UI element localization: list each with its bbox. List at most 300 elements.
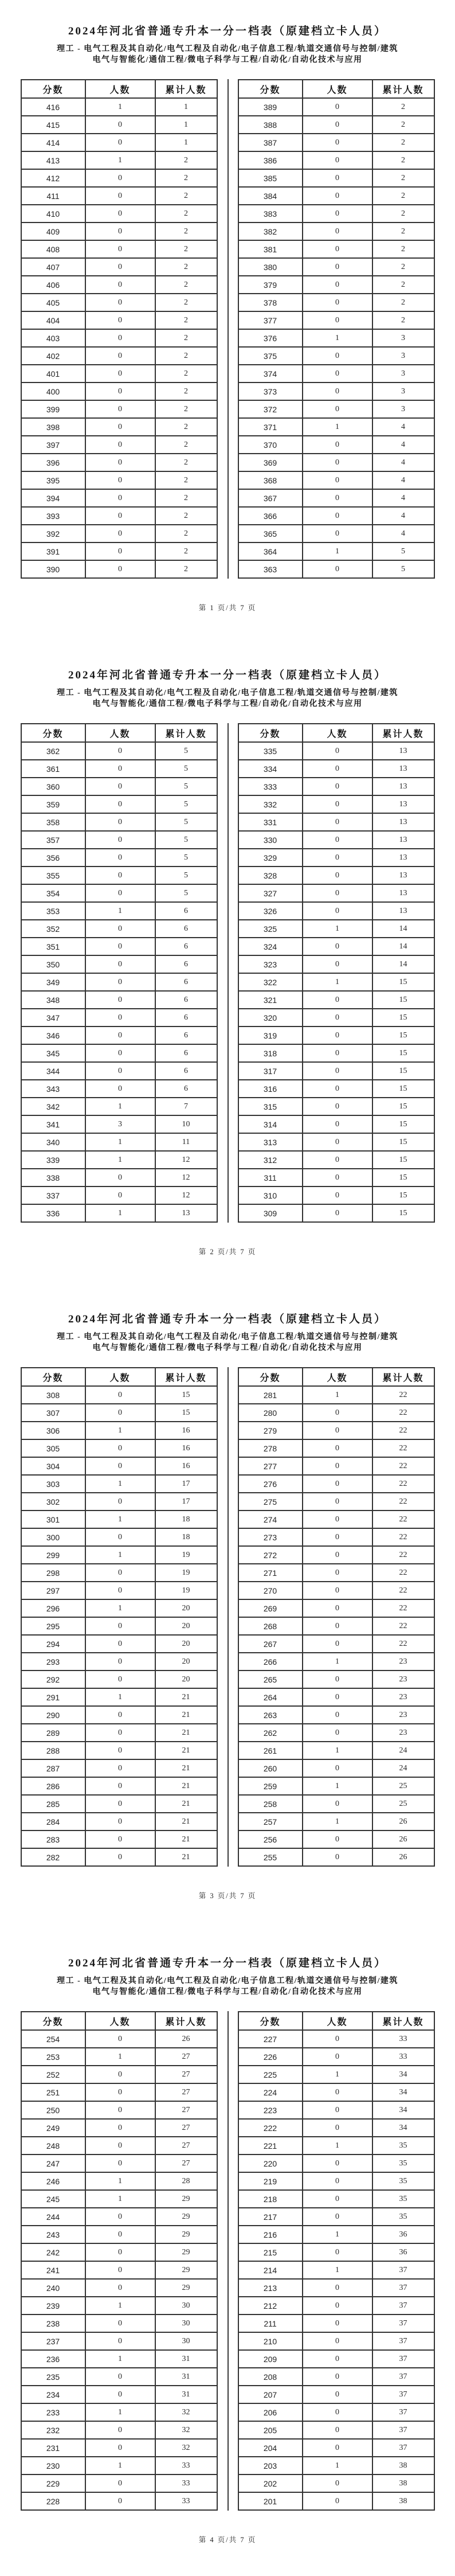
table-row <box>21 2386 217 2403</box>
count-cell: 0 <box>85 1457 155 1475</box>
score-cell: 359 <box>21 795 85 813</box>
score-cell: 288 <box>21 1742 85 1759</box>
score-cell: 389 <box>238 98 303 116</box>
table-row <box>238 560 434 578</box>
score-cell: 204 <box>238 2439 303 2457</box>
table-row <box>238 1009 434 1027</box>
score-cell: 254 <box>21 2030 85 2048</box>
cumulative-cell: 27 <box>155 2137 217 2155</box>
count-cell: 0 <box>85 560 155 578</box>
table-row <box>21 2083 217 2101</box>
count-cell: 0 <box>303 134 372 151</box>
cumulative-cell: 1 <box>155 98 217 116</box>
count-cell: 1 <box>85 2172 155 2190</box>
score-cell: 352 <box>21 920 85 938</box>
cumulative-cell: 5 <box>155 813 217 831</box>
table-row <box>238 2190 434 2208</box>
count-cell: 0 <box>303 2119 372 2137</box>
page-1 <box>0 0 455 644</box>
count-cell: 0 <box>85 1009 155 1027</box>
cumulative-cell: 21 <box>155 1795 217 1813</box>
score-cell: 235 <box>21 2368 85 2386</box>
cumulative-cell: 29 <box>155 2190 217 2208</box>
cumulative-cell: 32 <box>155 2403 217 2421</box>
score-cell: 324 <box>238 938 303 955</box>
table-row <box>21 1511 217 1528</box>
cumulative-cell: 5 <box>155 742 217 760</box>
score-cell: 348 <box>21 991 85 1009</box>
score-cell: 333 <box>238 778 303 795</box>
column-header-score: 分数 <box>21 724 85 742</box>
table-row <box>238 1062 434 1080</box>
cumulative-cell: 27 <box>155 2083 217 2101</box>
cumulative-cell: 2 <box>155 400 217 418</box>
count-cell: 0 <box>303 1759 372 1777</box>
score-cell: 335 <box>238 742 303 760</box>
count-cell: 0 <box>303 1115 372 1133</box>
count-cell: 0 <box>85 1653 155 1671</box>
count-cell: 1 <box>85 1511 155 1528</box>
count-cell: 0 <box>303 1169 372 1186</box>
count-cell: 0 <box>303 2350 372 2368</box>
table-row <box>21 1546 217 1564</box>
count-cell: 0 <box>85 2474 155 2492</box>
cumulative-cell: 6 <box>155 902 217 920</box>
count-cell: 0 <box>85 2066 155 2083</box>
table-row <box>238 1635 434 1653</box>
cumulative-cell: 13 <box>372 742 434 760</box>
cumulative-cell: 27 <box>155 2119 217 2137</box>
score-cell: 365 <box>238 525 303 542</box>
table-row <box>238 867 434 884</box>
table-row <box>238 884 434 902</box>
score-cell: 225 <box>238 2066 303 2083</box>
cumulative-cell: 30 <box>155 2315 217 2332</box>
score-table-left <box>21 723 218 1223</box>
table-row <box>21 1404 217 1422</box>
score-cell: 366 <box>238 507 303 525</box>
count-cell: 0 <box>303 2101 372 2119</box>
cumulative-cell: 1 <box>155 134 217 151</box>
cumulative-cell: 1 <box>155 116 217 134</box>
score-cell: 285 <box>21 1795 85 1813</box>
cumulative-cell: 31 <box>155 2386 217 2403</box>
count-cell: 0 <box>85 489 155 507</box>
table-row <box>238 920 434 938</box>
table-row <box>21 2243 217 2261</box>
score-cell: 344 <box>21 1062 85 1080</box>
table-row <box>21 831 217 849</box>
count-cell: 0 <box>85 849 155 867</box>
table-row <box>238 329 434 347</box>
count-cell: 0 <box>303 813 372 831</box>
cumulative-cell: 2 <box>155 347 217 365</box>
table-row <box>21 258 217 276</box>
count-cell: 0 <box>85 2101 155 2119</box>
count-cell: 0 <box>303 1439 372 1457</box>
score-cell: 222 <box>238 2119 303 2137</box>
header-row <box>238 724 434 742</box>
score-cell: 384 <box>238 187 303 205</box>
table-row <box>21 778 217 795</box>
score-cell: 263 <box>238 1706 303 1724</box>
score-cell: 326 <box>238 902 303 920</box>
column-header-score: 分数 <box>238 2012 303 2030</box>
count-cell: 1 <box>85 151 155 169</box>
score-cell: 224 <box>238 2083 303 2101</box>
score-cell: 328 <box>238 867 303 884</box>
score-cell: 367 <box>238 489 303 507</box>
page-subtitle-line2: 电气与智能化/通信工程/微电子科学与工程/自动化/自动化技术与应用 <box>92 1344 363 1352</box>
cumulative-cell: 17 <box>155 1493 217 1511</box>
count-cell: 0 <box>85 542 155 560</box>
header-row <box>238 2012 434 2030</box>
score-cell: 317 <box>238 1062 303 1080</box>
score-cell: 362 <box>21 742 85 760</box>
count-cell: 0 <box>303 276 372 294</box>
table-row <box>21 867 217 884</box>
count-cell: 0 <box>303 1706 372 1724</box>
count-cell: 0 <box>303 205 372 223</box>
table-divider <box>227 2011 229 2511</box>
count-cell: 0 <box>85 1706 155 1724</box>
table-row <box>238 1169 434 1186</box>
count-cell: 0 <box>303 938 372 955</box>
score-cell: 353 <box>21 902 85 920</box>
column-header-cumulative: 累计人数 <box>155 80 217 98</box>
count-cell: 0 <box>85 1724 155 1742</box>
count-cell: 0 <box>85 507 155 525</box>
score-cell: 379 <box>238 276 303 294</box>
score-cell: 261 <box>238 1742 303 1759</box>
count-cell: 0 <box>85 955 155 973</box>
page-subtitle-line2: 电气与智能化/通信工程/微电子科学与工程/自动化/自动化技术与应用 <box>92 1988 363 1996</box>
table-row <box>21 1671 217 1688</box>
score-cell: 343 <box>21 1080 85 1098</box>
score-cell: 214 <box>238 2261 303 2279</box>
count-cell: 0 <box>303 116 372 134</box>
count-cell: 0 <box>303 294 372 311</box>
score-cell: 258 <box>238 1795 303 1813</box>
count-cell: 0 <box>303 1528 372 1546</box>
header-row <box>238 80 434 98</box>
table-row <box>238 955 434 973</box>
table-row <box>21 902 217 920</box>
score-cell: 208 <box>238 2368 303 2386</box>
table-row <box>21 1635 217 1653</box>
count-cell: 1 <box>303 2137 372 2155</box>
column-header-cumulative: 累计人数 <box>372 724 434 742</box>
count-cell: 0 <box>85 2315 155 2332</box>
table-row <box>238 294 434 311</box>
score-cell: 251 <box>21 2083 85 2101</box>
cumulative-cell: 2 <box>155 418 217 436</box>
table-row <box>21 1724 217 1742</box>
cumulative-cell: 20 <box>155 1635 217 1653</box>
table-row <box>238 2137 434 2155</box>
table-row <box>238 2350 434 2368</box>
table-row <box>238 1528 434 1546</box>
score-table-right <box>238 79 435 579</box>
cumulative-cell: 2 <box>155 507 217 525</box>
table-row <box>238 2368 434 2386</box>
score-cell: 223 <box>238 2101 303 2119</box>
cumulative-cell: 6 <box>155 955 217 973</box>
count-cell: 0 <box>85 2208 155 2226</box>
cumulative-cell: 3 <box>372 365 434 383</box>
table-row <box>238 2243 434 2261</box>
score-cell: 399 <box>21 400 85 418</box>
cumulative-cell: 19 <box>155 1546 217 1564</box>
score-cell: 313 <box>238 1133 303 1151</box>
cumulative-cell: 22 <box>372 1475 434 1493</box>
count-cell: 0 <box>303 795 372 813</box>
score-cell: 413 <box>21 151 85 169</box>
cumulative-cell: 23 <box>372 1688 434 1706</box>
score-cell: 402 <box>21 347 85 365</box>
cumulative-cell: 2 <box>372 258 434 276</box>
cumulative-cell: 20 <box>155 1671 217 1688</box>
table-row <box>238 1706 434 1724</box>
cumulative-cell: 26 <box>372 1813 434 1830</box>
count-cell: 0 <box>303 1582 372 1599</box>
count-cell: 0 <box>303 400 372 418</box>
count-cell: 0 <box>303 2208 372 2226</box>
score-cell: 356 <box>21 849 85 867</box>
table-row <box>238 1204 434 1222</box>
count-cell: 0 <box>85 1080 155 1098</box>
cumulative-cell: 33 <box>155 2492 217 2510</box>
cumulative-cell: 33 <box>155 2474 217 2492</box>
table-row <box>21 1422 217 1439</box>
score-cell: 287 <box>21 1759 85 1777</box>
table-row <box>238 311 434 329</box>
cumulative-cell: 20 <box>155 1599 217 1617</box>
count-cell: 1 <box>303 2066 372 2083</box>
score-table-right <box>238 2011 435 2511</box>
table-row <box>238 98 434 116</box>
cumulative-cell: 24 <box>372 1759 434 1777</box>
count-cell: 0 <box>85 920 155 938</box>
column-header-count: 人数 <box>303 724 372 742</box>
table-row <box>238 742 434 760</box>
score-cell: 378 <box>238 294 303 311</box>
score-cell: 306 <box>21 1422 85 1439</box>
table-row <box>238 2030 434 2048</box>
score-cell: 221 <box>238 2137 303 2155</box>
score-cell: 202 <box>238 2474 303 2492</box>
score-cell: 252 <box>21 2066 85 2083</box>
cumulative-cell: 15 <box>372 991 434 1009</box>
table-row <box>21 276 217 294</box>
cumulative-cell: 6 <box>155 938 217 955</box>
table-row <box>238 151 434 169</box>
score-cell: 310 <box>238 1186 303 1204</box>
table-row <box>238 849 434 867</box>
table-row <box>238 760 434 778</box>
cumulative-cell: 29 <box>155 2208 217 2226</box>
score-cell: 256 <box>238 1830 303 1848</box>
score-cell: 361 <box>21 760 85 778</box>
score-cell: 268 <box>238 1617 303 1635</box>
table-row <box>21 1439 217 1457</box>
cumulative-cell: 2 <box>372 169 434 187</box>
cumulative-cell: 35 <box>372 2208 434 2226</box>
cumulative-cell: 33 <box>372 2030 434 2048</box>
count-cell: 0 <box>85 2439 155 2457</box>
count-cell: 0 <box>303 1080 372 1098</box>
table-row <box>21 1098 217 1115</box>
cumulative-cell: 13 <box>372 813 434 831</box>
count-cell: 0 <box>85 884 155 902</box>
score-cell: 388 <box>238 116 303 134</box>
cumulative-cell: 2 <box>372 116 434 134</box>
cumulative-cell: 2 <box>155 436 217 454</box>
table-row <box>21 1848 217 1866</box>
column-header-count: 人数 <box>85 80 155 98</box>
count-cell: 1 <box>303 2457 372 2474</box>
count-cell: 0 <box>303 258 372 276</box>
count-cell: 1 <box>85 1688 155 1706</box>
cumulative-cell: 2 <box>372 205 434 223</box>
table-row <box>21 187 217 205</box>
count-cell: 1 <box>303 920 372 938</box>
score-cell: 383 <box>238 205 303 223</box>
cumulative-cell: 2 <box>372 223 434 240</box>
count-cell: 0 <box>85 2421 155 2439</box>
score-cell: 376 <box>238 329 303 347</box>
table-row <box>21 2208 217 2226</box>
cumulative-cell: 2 <box>155 542 217 560</box>
score-cell: 332 <box>238 795 303 813</box>
score-cell: 267 <box>238 1635 303 1653</box>
count-cell: 0 <box>85 2243 155 2261</box>
page-subtitle-line1: 理工 - 电气工程及其自动化/电气工程及自动化/电子信息工程/轨道交通信号与控制/建筑 <box>57 1977 398 1985</box>
score-cell: 390 <box>21 560 85 578</box>
score-cell: 232 <box>21 2421 85 2439</box>
count-cell: 0 <box>303 347 372 365</box>
score-cell: 201 <box>238 2492 303 2510</box>
table-row <box>238 1830 434 1848</box>
cumulative-cell: 2 <box>155 365 217 383</box>
score-cell: 220 <box>238 2155 303 2172</box>
table-row <box>21 2474 217 2492</box>
table-row <box>21 1777 217 1795</box>
count-cell: 1 <box>85 1133 155 1151</box>
score-cell: 312 <box>238 1151 303 1169</box>
score-cell: 237 <box>21 2332 85 2350</box>
page-subtitle-line2: 电气与智能化/通信工程/微电子科学与工程/自动化/自动化技术与应用 <box>92 700 363 708</box>
table-row <box>238 223 434 240</box>
table-row <box>21 383 217 400</box>
cumulative-cell: 22 <box>372 1546 434 1564</box>
count-cell: 0 <box>85 1404 155 1422</box>
cumulative-cell: 13 <box>372 795 434 813</box>
score-cell: 218 <box>238 2190 303 2208</box>
table-row <box>238 205 434 223</box>
count-cell: 1 <box>303 1742 372 1759</box>
count-cell: 1 <box>303 1653 372 1671</box>
score-cell: 395 <box>21 471 85 489</box>
cumulative-cell: 16 <box>155 1422 217 1439</box>
cumulative-cell: 2 <box>372 134 434 151</box>
table-row <box>238 1511 434 1528</box>
table-row <box>238 2048 434 2066</box>
score-cell: 203 <box>238 2457 303 2474</box>
tables-container <box>0 723 455 1223</box>
count-cell: 0 <box>85 991 155 1009</box>
cumulative-cell: 34 <box>372 2119 434 2137</box>
score-cell: 414 <box>21 134 85 151</box>
score-table-left <box>21 2011 218 2511</box>
tables-container <box>0 1367 455 1867</box>
count-cell: 0 <box>303 1493 372 1511</box>
page-3 <box>0 1288 455 1932</box>
table-row <box>21 1706 217 1724</box>
count-cell: 0 <box>303 1830 372 1848</box>
table-row <box>238 1439 434 1457</box>
cumulative-cell: 3 <box>372 347 434 365</box>
score-cell: 360 <box>21 778 85 795</box>
count-cell: 0 <box>303 778 372 795</box>
score-cell: 276 <box>238 1475 303 1493</box>
table-row <box>238 1027 434 1044</box>
cumulative-cell: 15 <box>372 1133 434 1151</box>
score-cell: 279 <box>238 1422 303 1439</box>
table-row <box>238 1044 434 1062</box>
count-cell: 0 <box>303 1671 372 1688</box>
score-cell: 411 <box>21 187 85 205</box>
score-cell: 337 <box>21 1186 85 1204</box>
score-cell: 342 <box>21 1098 85 1115</box>
table-row <box>238 400 434 418</box>
count-cell: 0 <box>303 1724 372 1742</box>
count-cell: 0 <box>85 831 155 849</box>
table-row <box>21 1457 217 1475</box>
table-row <box>21 507 217 525</box>
cumulative-cell: 2 <box>155 294 217 311</box>
count-cell: 0 <box>303 867 372 884</box>
count-cell: 0 <box>85 867 155 884</box>
table-row <box>238 938 434 955</box>
count-cell: 0 <box>303 2368 372 2386</box>
column-header-cumulative: 累计人数 <box>155 724 217 742</box>
count-cell: 0 <box>303 1009 372 1027</box>
count-cell: 0 <box>303 2172 372 2190</box>
score-cell: 257 <box>238 1813 303 1830</box>
cumulative-cell: 22 <box>372 1386 434 1404</box>
count-cell: 0 <box>303 1848 372 1866</box>
count-cell: 0 <box>85 294 155 311</box>
count-cell: 0 <box>303 223 372 240</box>
score-cell: 404 <box>21 311 85 329</box>
score-cell: 233 <box>21 2403 85 2421</box>
cumulative-cell: 2 <box>155 383 217 400</box>
table-row <box>238 1777 434 1795</box>
table-row <box>21 436 217 454</box>
score-cell: 393 <box>21 507 85 525</box>
cumulative-cell: 2 <box>372 240 434 258</box>
cumulative-cell: 12 <box>155 1186 217 1204</box>
cumulative-cell: 15 <box>372 1169 434 1186</box>
cumulative-cell: 37 <box>372 2386 434 2403</box>
score-cell: 322 <box>238 973 303 991</box>
table-row <box>238 2155 434 2172</box>
score-cell: 371 <box>238 418 303 436</box>
cumulative-cell: 29 <box>155 2243 217 2261</box>
count-cell: 1 <box>85 2190 155 2208</box>
table-row <box>21 1493 217 1511</box>
